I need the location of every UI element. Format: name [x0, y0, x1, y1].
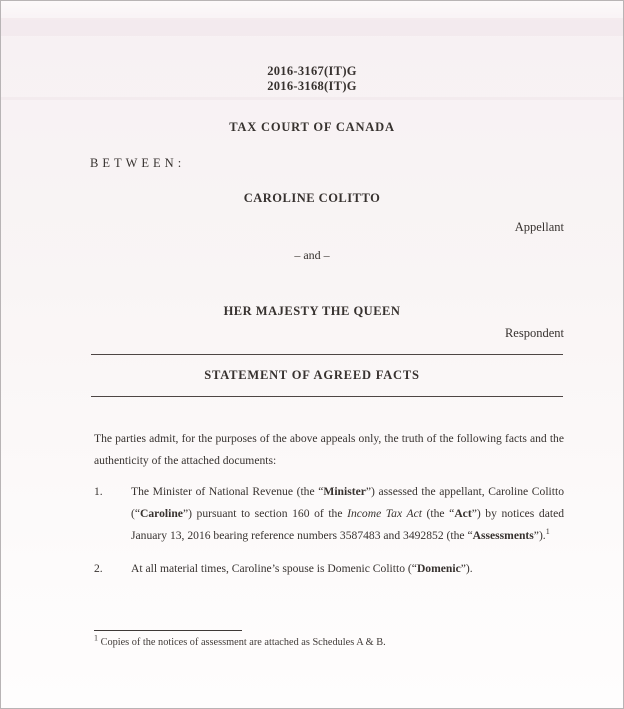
document-title: STATEMENT OF AGREED FACTS — [204, 368, 420, 382]
court-name: TAX COURT OF CANADA — [229, 120, 395, 134]
fact-number: 1. — [94, 485, 103, 498]
footnote-marker: 1 — [94, 633, 98, 643]
between-label: BETWEEN: — [90, 156, 186, 170]
case-number-1: 2016-3167(IT)G — [267, 64, 357, 78]
respondent-role: Respondent — [504, 326, 564, 340]
fact-item-1 — [94, 481, 564, 547]
intro-paragraph: The parties admit, for the purposes of the above appeals only, the truth of the following facts and the authenticity of the attached documents: — [94, 432, 564, 467]
appellant-name: CAROLINE COLITTO — [243, 191, 381, 205]
footnote-separator — [94, 630, 242, 631]
and-separator: – and – — [294, 248, 330, 262]
footnote-block — [94, 630, 574, 649]
scan-artifact-band — [1, 97, 623, 100]
case-numbers — [1, 1, 623, 94]
fact-item-2 — [94, 558, 564, 580]
appellant-role: Appellant — [514, 220, 564, 234]
horizontal-rule-bottom — [91, 396, 563, 397]
fact-text: At all material times, Caroline’s spouse is Domenic Colitto (“Domenic”). — [131, 562, 473, 575]
agreed-facts-list — [1, 481, 623, 580]
horizontal-rule-top — [91, 354, 563, 355]
footnote-body: Copies of the notices of assessment are attached as Schedules A & B. — [98, 637, 386, 648]
fact-number: 2. — [94, 562, 103, 575]
footnote-text — [94, 633, 574, 649]
fact-text: The Minister of National Revenue (the “Minister”) assessed the appellant, Caroline Colitto (“Caroline”) pursuant to section 160 of the Income Tax Act (the “Act”) by notices dated January 13, 2016 bearing reference numbers 3587483 and 3492852 (the “Assessments”).$^1$ — [131, 485, 565, 542]
respondent-name: HER MAJESTY THE QUEEN — [223, 304, 401, 318]
case-number-2: 2016-3168(IT)G — [267, 79, 357, 93]
